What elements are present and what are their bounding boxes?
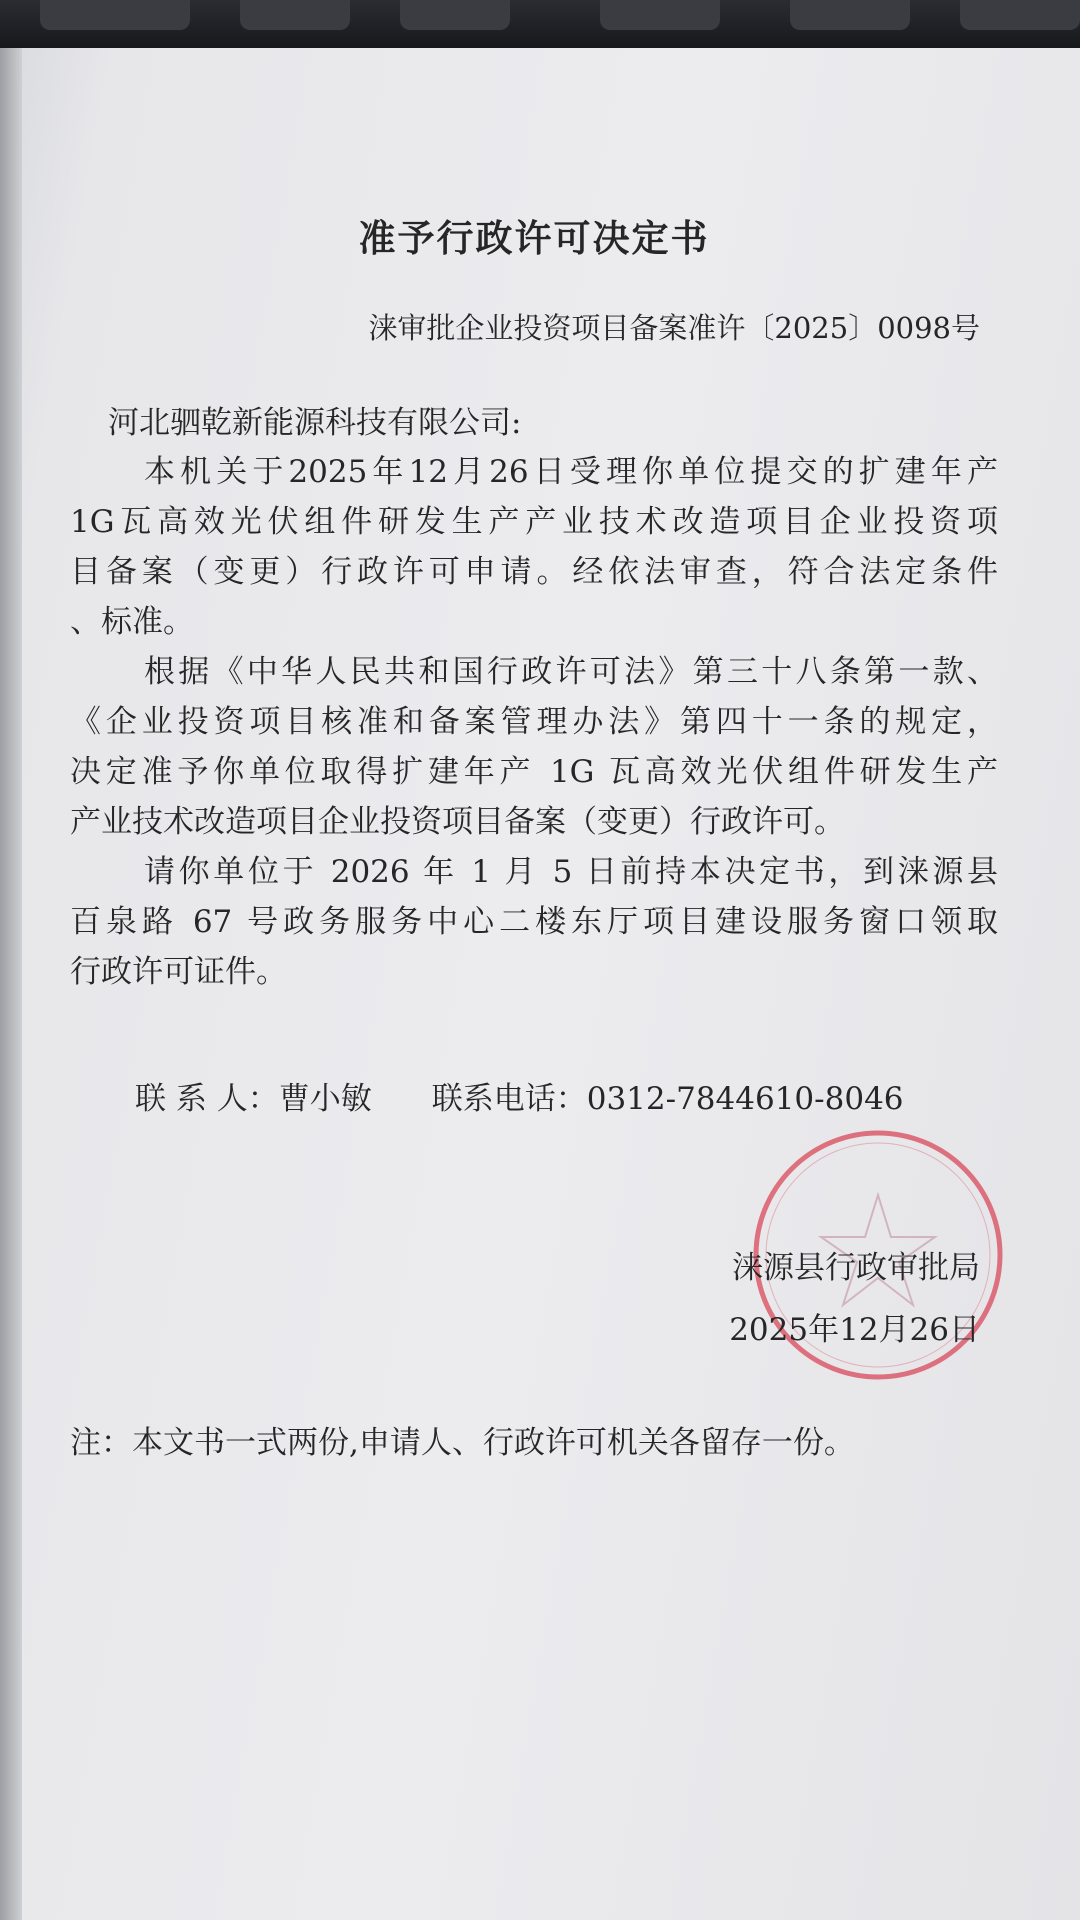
keyboard-key bbox=[600, 0, 720, 30]
contact-row bbox=[70, 1075, 998, 1123]
desk-background bbox=[0, 0, 1080, 52]
paragraph-line: 产业技术改造项目企业投资项目备案（变更）行政许可。 bbox=[70, 804, 845, 840]
reference-number: 涞审批企业投资项目备案准许〔2025〕0098号 bbox=[368, 311, 980, 345]
paragraph-line: 根据《中华人民共和国行政许可法》第三十八条第一款、 bbox=[144, 654, 998, 690]
issue-date: 2025年12月26日 bbox=[729, 1312, 980, 1348]
contact-phone bbox=[432, 1075, 904, 1123]
contact-person bbox=[135, 1075, 372, 1123]
paragraph-line: 请你单位于 2026 年 1 月 5 日前持本决定书，到涞源县 bbox=[144, 854, 998, 890]
contact-phone-label: 联系电话： bbox=[431, 1081, 587, 1117]
paragraph-line: 《企业投资项目核准和备案管理办法》第四十一条的规定， bbox=[70, 704, 998, 740]
document-page bbox=[0, 48, 1080, 1920]
paragraph-line: 决定准予你单位取得扩建年产 1G 瓦高效光伏组件研发生产 bbox=[70, 754, 998, 790]
contact-person-name: 曹小敏 bbox=[278, 1081, 372, 1117]
paragraph-line: 、标准。 bbox=[70, 604, 194, 640]
paragraph-line: 1G瓦高效光伏组件研发生产产业技术改造项目企业投资项 bbox=[70, 504, 998, 540]
paragraph-acceptance bbox=[70, 447, 998, 647]
paragraph-line: 行政许可证件。 bbox=[70, 954, 287, 990]
document-content bbox=[0, 48, 1080, 1547]
paragraph-decision bbox=[70, 647, 998, 847]
contact-person-label: 联 系 人： bbox=[135, 1081, 279, 1117]
keyboard-key bbox=[790, 0, 910, 30]
signature-block bbox=[70, 1243, 998, 1355]
keyboard-key bbox=[240, 0, 350, 30]
keyboard-key bbox=[400, 0, 510, 30]
issuing-authority: 涞源县行政审批局 bbox=[732, 1250, 980, 1286]
paragraph-line: 目备案（变更）行政许可申请。经依法审查，符合法定条件 bbox=[70, 554, 998, 590]
paragraph-line: 百泉路 67 号政务服务中心二楼东厅项目建设服务窗口领取 bbox=[70, 904, 998, 940]
footnote: 注：本文书一式两份,申请人、行政许可机关各留存一份。 bbox=[70, 1425, 855, 1461]
addressee: 河北驷乾新能源科技有限公司: bbox=[108, 405, 522, 441]
keyboard-key bbox=[40, 0, 190, 30]
keyboard-key bbox=[960, 0, 1080, 30]
contact-phone-number: 0312-7844610-8046 bbox=[586, 1081, 904, 1117]
paragraph-collection bbox=[70, 847, 998, 997]
paragraph-line: 本机关于2025年12月26日受理你单位提交的扩建年产 bbox=[144, 454, 998, 490]
document-title: 准予行政许可决定书 bbox=[358, 216, 710, 260]
